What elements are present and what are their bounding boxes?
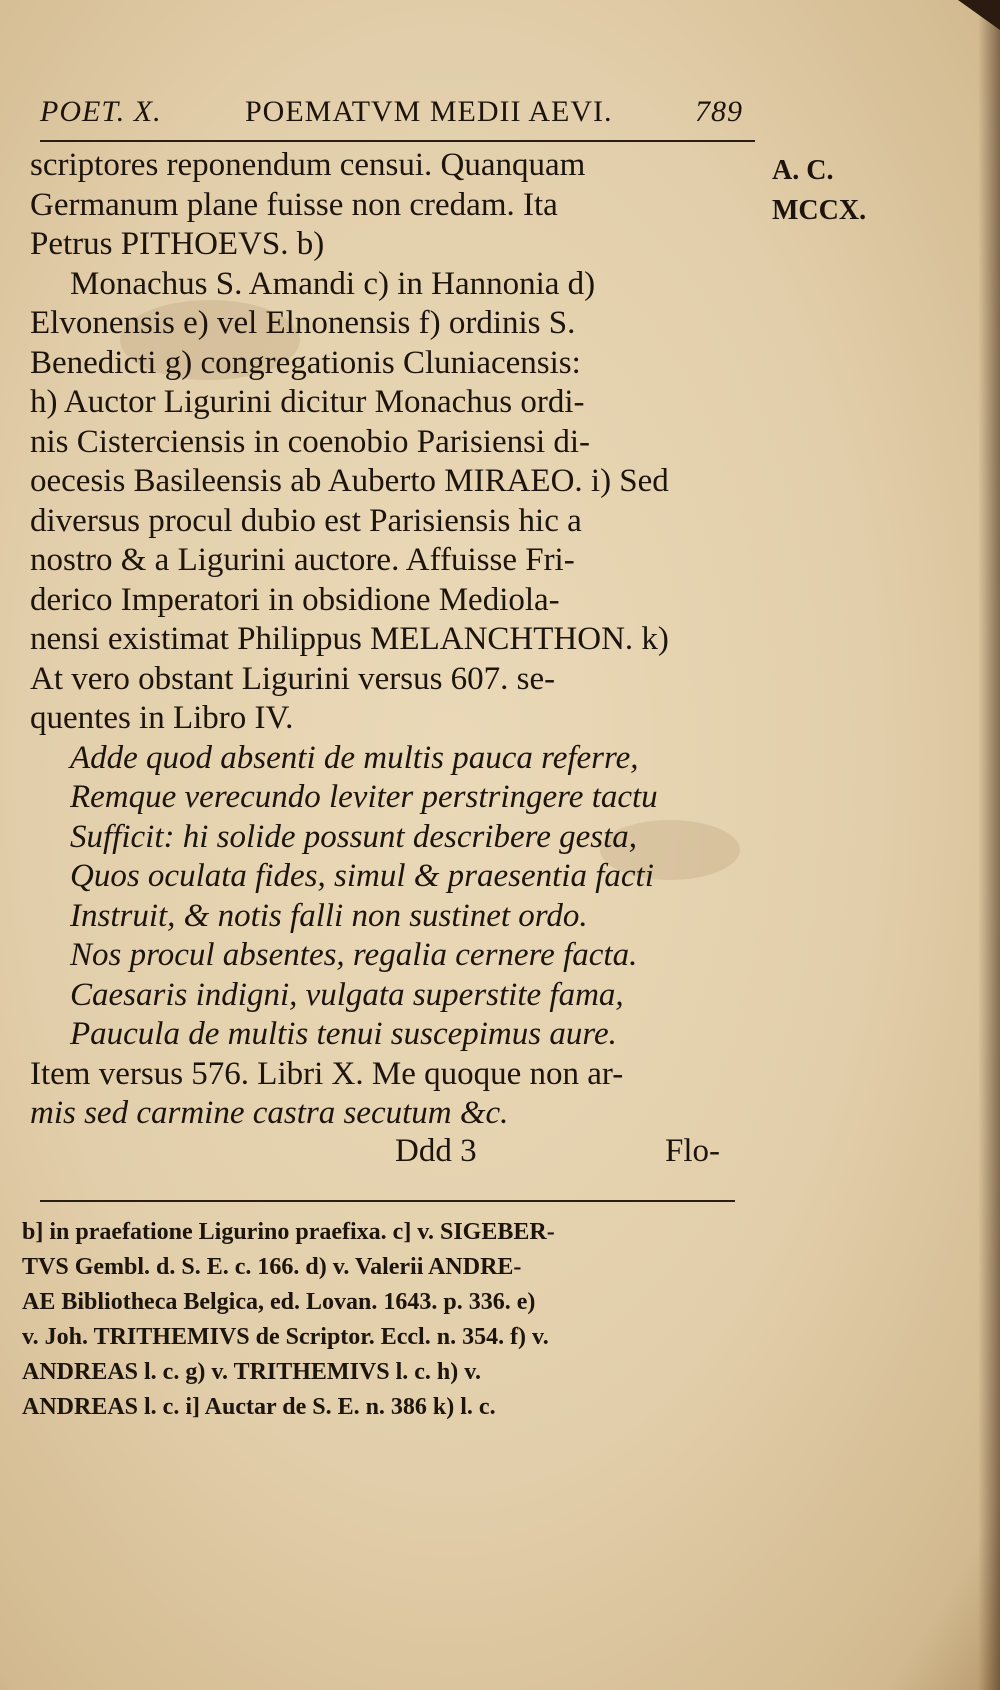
verse-line: Adde quod absenti de multis pauca referre, — [70, 739, 639, 776]
text-line: Petrus PITHOEVS. b) — [30, 226, 325, 262]
text-line: Monachus S. Amandi c) in Hannonia d) — [70, 265, 596, 302]
text-line: diversus procul dubio est Parisiensis hic a — [30, 502, 582, 539]
margin-year-label: A. C. — [772, 155, 834, 186]
verse-line: Caesaris indigni, vulgata superstite fama, — [70, 976, 624, 1013]
verse-line: Sufficit: hi solide possunt describere gesta, — [70, 818, 638, 855]
footnote-line: v. Joh. TRITHEMIVS de Scriptor. Eccl. n. 354. f) v. — [22, 1324, 549, 1350]
text-line: scriptores reponendum censui. Quanquam — [30, 147, 586, 183]
text-line: h) Auctor Ligurini dicitur Monachus ordi- — [30, 384, 585, 420]
catchword: Flo- — [665, 1133, 721, 1169]
verse-line: Nos procul absentes, regalia cernere facta. — [70, 937, 638, 973]
footnote-line: ANDREAS l. c. i] Auctar de S. E. n. 386 k) l. c. — [22, 1394, 496, 1420]
page-number: 789 — [695, 95, 743, 128]
margin-year-value: MCCX. — [772, 195, 867, 226]
running-header — [40, 95, 760, 140]
footnote-line: AE Bibliotheca Belgica, ed. Lovan. 1643. p. 336. e) — [22, 1289, 536, 1315]
text-line: Benedicti g) congregationis Cluniacensis: — [30, 344, 581, 381]
text-line: derico Imperatori in obsidione Mediola- — [30, 581, 560, 618]
text-line: Elvonensis e) vel Elnonensis f) ordinis S. — [30, 305, 576, 341]
main-text — [30, 146, 755, 1134]
text-line: Item versus 576. Libri X. Me quoque non ar- — [30, 1055, 624, 1092]
text-line: nis Cisterciensis in coenobio Parisiensi di- — [30, 423, 591, 460]
header-title: POEMATVM MEDII AEVI. — [245, 95, 613, 128]
text-line: Germanum plane fuisse non credam. Ita — [30, 186, 558, 223]
signature-mark: Ddd 3 — [395, 1133, 477, 1169]
text-line: oecesis Basileensis ab Auberto MIRAEO. i) Sed — [30, 463, 669, 499]
verse-line: Remque verecundo leviter perstringere tactu — [70, 779, 658, 815]
text-line: nensi existimat Philippus MELANCHTHON. k) — [30, 621, 669, 657]
footnote-line: ANDREAS l. c. g) v. TRITHEMIVS l. c. h) v. — [22, 1359, 481, 1385]
footnote-line: b] in praefatione Ligurino praefixa. c] v. SIGEBER- — [22, 1219, 555, 1245]
page-edge-shadow — [978, 0, 1000, 1690]
verse-line: Paucula de multis tenui suscepimus aure. — [70, 1016, 617, 1052]
text-line: At vero obstant Ligurini versus 607. se- — [30, 660, 556, 697]
verse-line: Quos oculata fides, simul & praesentia facti — [70, 858, 654, 894]
footnotes — [22, 1215, 762, 1425]
text-line: nostro & a Ligurini auctore. Affuisse Fri- — [30, 542, 575, 578]
header-section: POET. X. — [40, 95, 162, 128]
footnote-rule — [40, 1200, 735, 1202]
text-line: mis sed carmine castra secutum &c. — [30, 1095, 509, 1131]
text-line: quentes in Libro IV. — [30, 700, 294, 736]
header-rule — [40, 140, 755, 142]
footnote-line: TVS Gembl. d. S. E. c. 166. d) v. Valerii ANDRE- — [22, 1254, 522, 1280]
verse-line: Instruit, & notis falli non sustinet ordo. — [70, 897, 588, 934]
